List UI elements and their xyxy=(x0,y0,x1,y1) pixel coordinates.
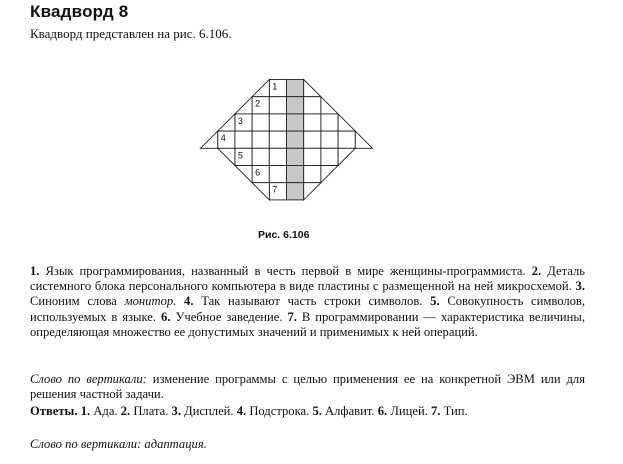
answer-number: 3. xyxy=(171,404,181,418)
edge-triangle xyxy=(218,148,235,165)
answer-word: Подстрока. xyxy=(249,404,310,418)
clue-number: 5. xyxy=(430,294,440,309)
grid-cell xyxy=(304,166,321,183)
vertical-clue-text: изменение программы с целью применения ее на конкретной ЭВМ или для решения частной задачи. xyxy=(30,372,585,402)
row-number: 4 xyxy=(220,133,226,144)
figure-caption: Рис. 6.106 xyxy=(258,229,310,241)
edge-triangle xyxy=(252,183,269,200)
clue-text: Деталь системного блока персонального компьютера в виде пластины с размещенной на ней микросхемой. xyxy=(30,264,586,294)
grid-cell xyxy=(321,148,338,165)
clues-paragraph xyxy=(30,264,585,340)
highlight-cell xyxy=(287,114,304,131)
edge-triangle xyxy=(235,97,252,114)
clue-text: Так называют часть строки символов. xyxy=(201,294,423,309)
row-number: 2 xyxy=(255,98,261,109)
answer-number: 4. xyxy=(236,404,247,418)
vertical-clue-label: Слово по вертикали: xyxy=(30,372,147,386)
edge-triangle xyxy=(338,148,355,165)
grid-cell xyxy=(304,131,321,148)
grid-cell xyxy=(321,131,338,148)
row-number: 6 xyxy=(255,167,261,178)
edge-triangle xyxy=(355,131,372,148)
clue-text: В программировании — характеристика величины, определяющая множество ее допустимых значений и применимых к ней операций. xyxy=(30,309,585,339)
answer-word: Ада. xyxy=(93,404,118,418)
grid-cell xyxy=(269,131,286,148)
edge-triangle xyxy=(304,183,321,200)
answer-number: 2. xyxy=(120,404,131,418)
highlight-cell xyxy=(287,148,304,165)
page-title: Квадворд 8 xyxy=(30,2,129,21)
grid-cell xyxy=(321,114,338,131)
clue-number: 2. xyxy=(531,264,542,278)
row-number: 7 xyxy=(272,184,278,195)
answer-word: Плата. xyxy=(133,404,169,418)
edge-triangle xyxy=(321,166,338,183)
clue-number: 4. xyxy=(184,294,194,309)
grid-cell xyxy=(252,131,269,148)
clue-text-italic: монитор. xyxy=(124,294,177,309)
crossword-figure xyxy=(198,77,378,227)
edge-triangle xyxy=(321,97,338,114)
grid-cell xyxy=(269,97,286,114)
edge-triangle xyxy=(252,80,269,97)
grid-cell xyxy=(252,114,269,131)
answer-number: 1. xyxy=(80,404,91,418)
answers-paragraph xyxy=(30,404,585,419)
grid-cell xyxy=(338,131,355,148)
clue-number: 7. xyxy=(287,309,297,324)
clue-text: Язык программирования, названный в честь первой в мире женщины-программиста. xyxy=(45,264,526,278)
clue-number: 3. xyxy=(575,279,585,294)
vertical-answer xyxy=(30,437,585,452)
grid-cell xyxy=(269,114,286,131)
clue-text: Учебное заведение. xyxy=(175,309,283,324)
answer-word: Алфавит. xyxy=(325,404,375,418)
highlight-cell xyxy=(287,183,304,200)
vertical-answer-word: адаптация. xyxy=(144,437,207,451)
edge-triangle xyxy=(304,80,321,97)
highlight-cell xyxy=(287,166,304,183)
edge-triangle xyxy=(218,114,235,131)
clue-number: 6. xyxy=(161,309,171,324)
vertical-answer-label: Слово по вертикали: xyxy=(30,437,142,451)
answer-word: Дисплей. xyxy=(184,404,234,418)
vertical-clue xyxy=(30,372,585,402)
clue-text: Синоним слова xyxy=(30,294,117,309)
answer-word: Лицей. xyxy=(390,404,428,418)
grid-cell xyxy=(304,148,321,165)
highlight-cell xyxy=(287,97,304,114)
grid-cell xyxy=(269,166,286,183)
row-number: 3 xyxy=(237,115,243,126)
answer-word: Тип. xyxy=(443,404,468,418)
clue-number: 1. xyxy=(30,264,40,278)
edge-triangle xyxy=(338,114,355,131)
answers-label: Ответы. xyxy=(30,404,78,418)
edge-triangle xyxy=(201,131,218,148)
grid-cell xyxy=(269,148,286,165)
row-number: 5 xyxy=(237,150,243,161)
answer-number: 7. xyxy=(431,404,441,418)
row-number: 1 xyxy=(272,81,278,92)
grid-cell xyxy=(252,148,269,165)
edge-triangle xyxy=(235,166,252,183)
grid-cell xyxy=(235,131,252,148)
grid-cell xyxy=(304,114,321,131)
intro-text: Квадворд представлен на рис. 6.106. xyxy=(30,26,232,41)
highlight-cell xyxy=(287,80,304,97)
highlight-cell xyxy=(287,131,304,148)
answer-number: 5. xyxy=(312,404,322,418)
clue-text: Совокупность символов, используемых в языке. xyxy=(30,294,586,324)
grid-cell xyxy=(304,97,321,114)
answer-number: 6. xyxy=(377,404,388,418)
